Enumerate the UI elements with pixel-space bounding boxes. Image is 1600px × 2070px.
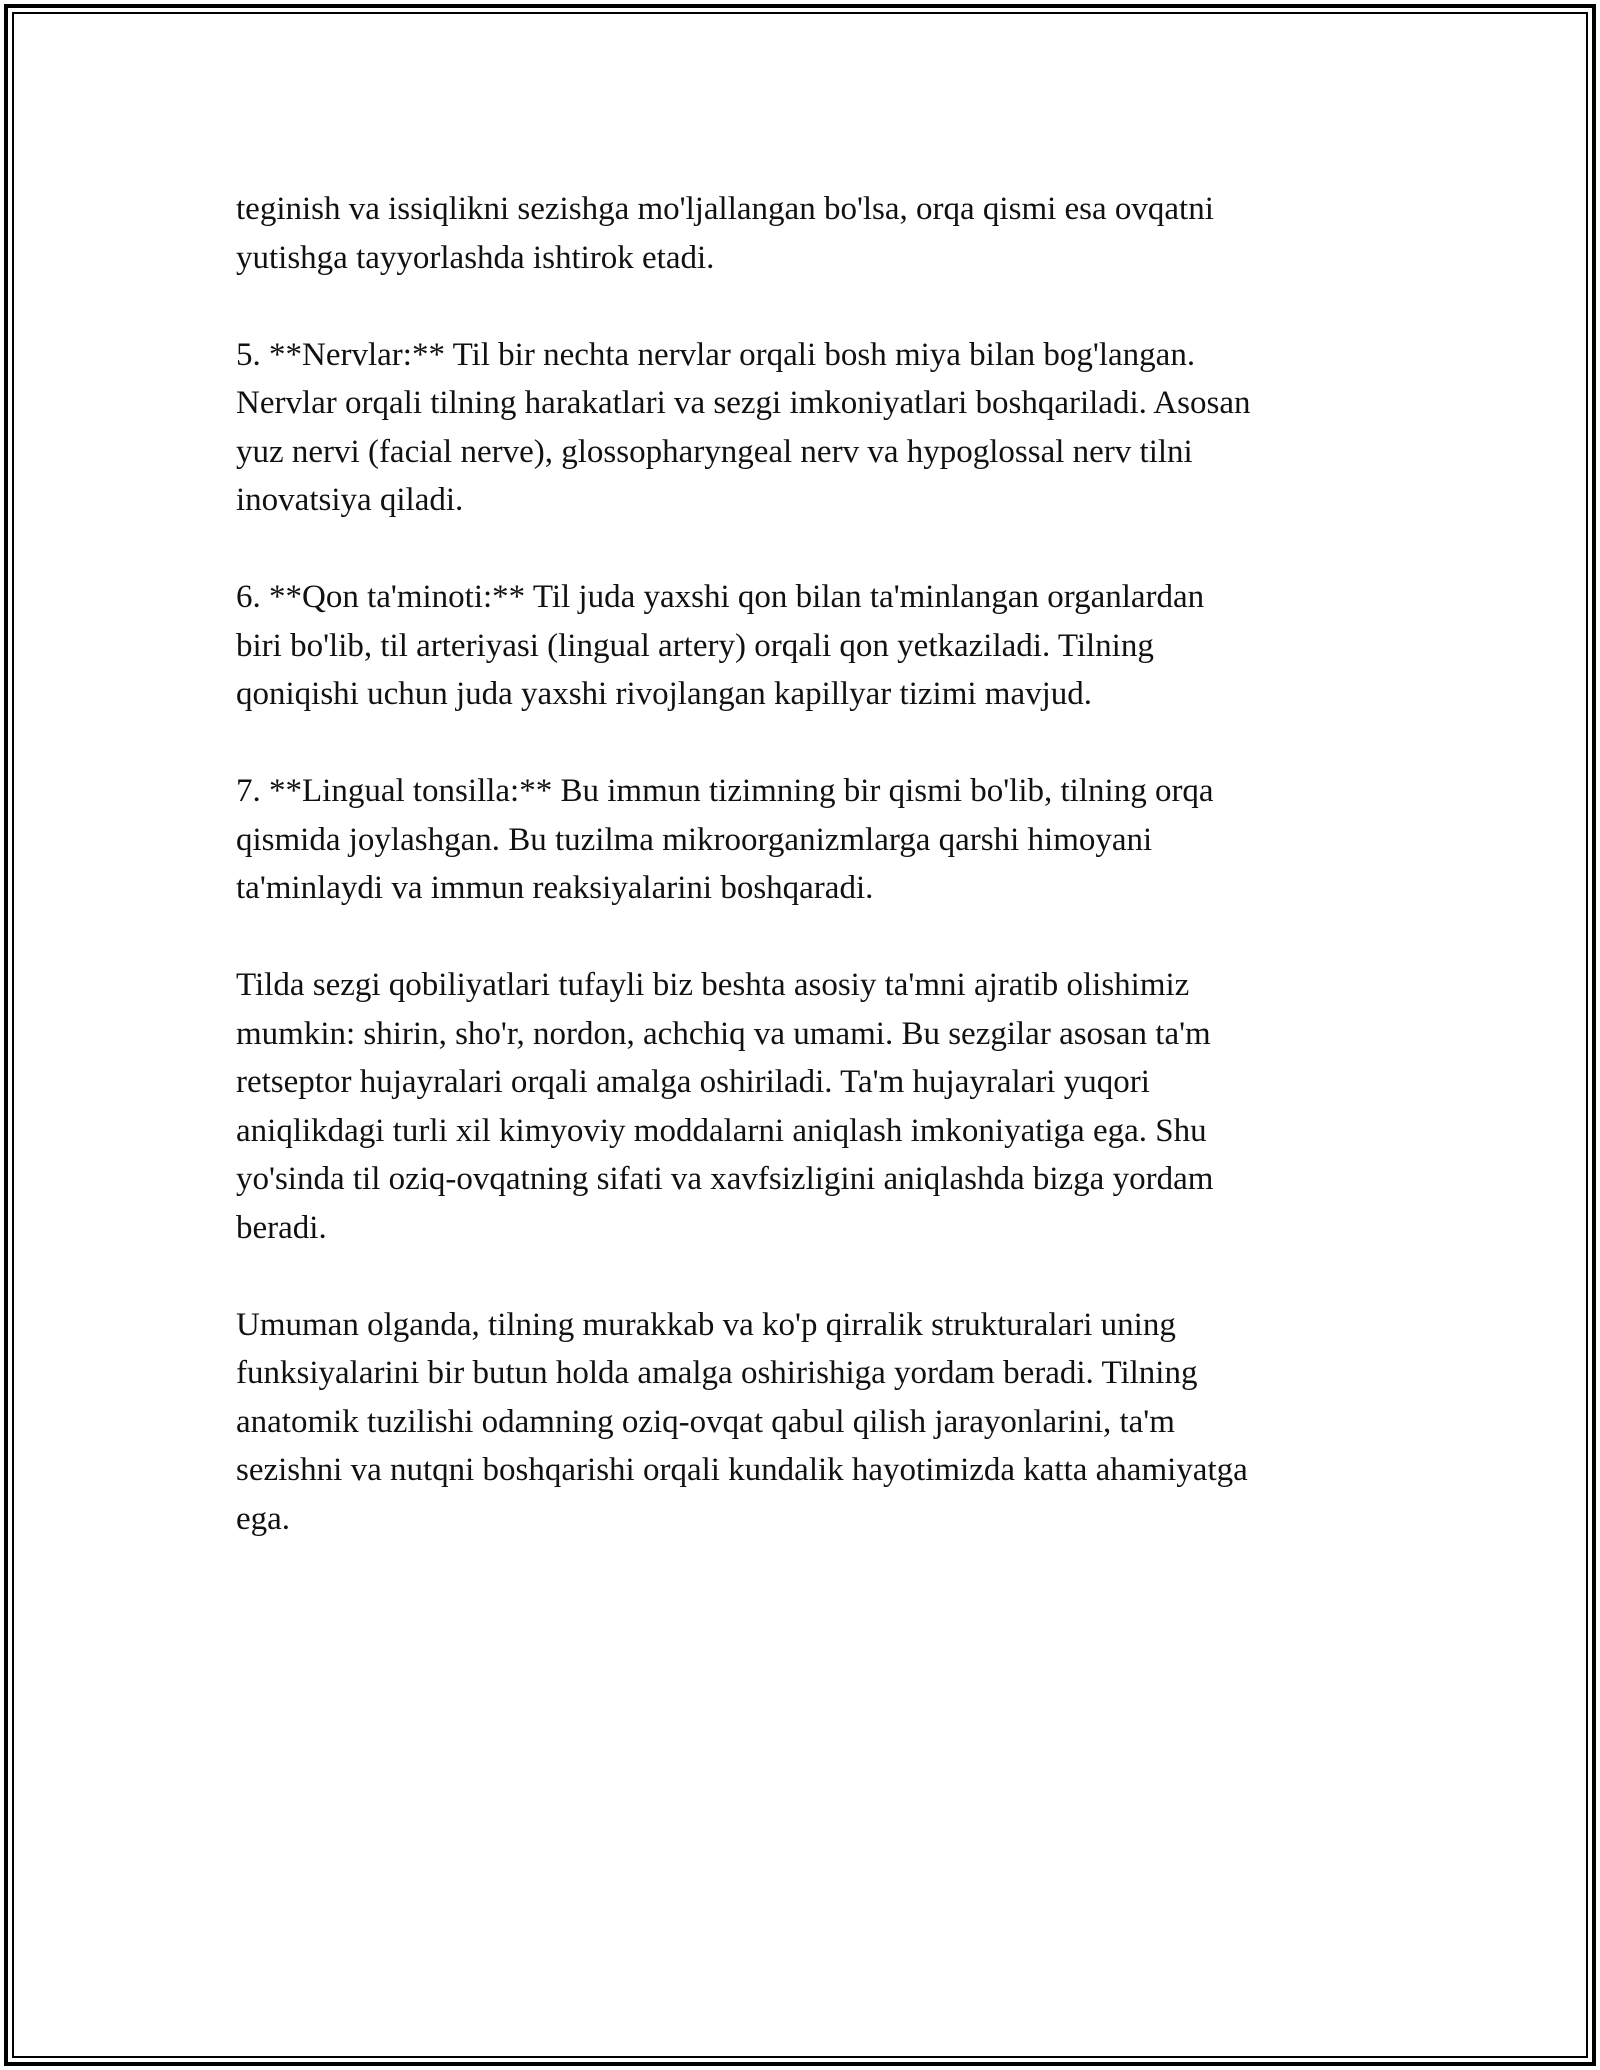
paragraph-conclusion: Umuman olganda, tilning murakkab va ko'p qirralik strukturalari uning funksiyalarini bir butun holda amalga oshirishiga yordam beradi. Tilning anatomik tuzilishi odamning oziq-ovqat qabul qilish jarayonlarini, ta'm sezishni va nutqni boshqarishi orqali kundalik hayotimizda katta ahamiyatga ega. xyxy=(236,1306,1248,1537)
paragraph-continuation: teginish va issiqlikni sezishga mo'ljallangan bo'lsa, orqa qismi esa ovqatni yutishga tayyorlashda ishtirok etadi. xyxy=(236,191,1214,276)
paragraph-nerves: 5. **Nervlar:** Til bir nechta nervlar orqali bosh miya bilan bog'langan. Nervlar orqali tilning harakatlari va sezgi imkoniyatlari boshqariladi. Asosan yuz nervi (facial nerve), glossopharyngeal nerv va hypoglossal nerv tilni inovatsiya qiladi. xyxy=(236,336,1251,518)
paragraph-blood-supply: 6. **Qon ta'minoti:** Til juda yaxshi qon bilan ta'minlangan organlardan biri bo'lib, til arteriyasi (lingual artery) orqali qon yetkaziladi. Tilning qoniqishi uchun juda yaxshi rivojlangan kapillyar tizimi mavjud. xyxy=(236,579,1205,712)
paragraph-lingual-tonsil: 7. **Lingual tonsilla:** Bu immun tizimning bir qismi bo'lib, tilning orqa qismida joylashgan. Bu tuzilma mikroorganizmlarga qarshi himoyani ta'minlaydi va immun reaksiyalarini boshqaradi. xyxy=(236,773,1214,906)
document-body xyxy=(236,185,1376,1543)
paragraph-taste-senses: Tilda sezgi qobiliyatlari tufayli biz beshta asosiy ta'mni ajratib olishimiz mumkin: shirin, sho'r, nordon, achchiq va umami. Bu sezgilar asosan ta'm retseptor hujayralari orqali amalga oshiriladi. Ta'm hujayralari yuqori aniqlikdagi turli xil kimyoviy moddalarni aniqlash imkoniyatiga ega. Shu yo'sinda til oziq-ovqatning sifati va xavfsizligini aniqlashda bizga yordam beradi. xyxy=(236,967,1214,1246)
